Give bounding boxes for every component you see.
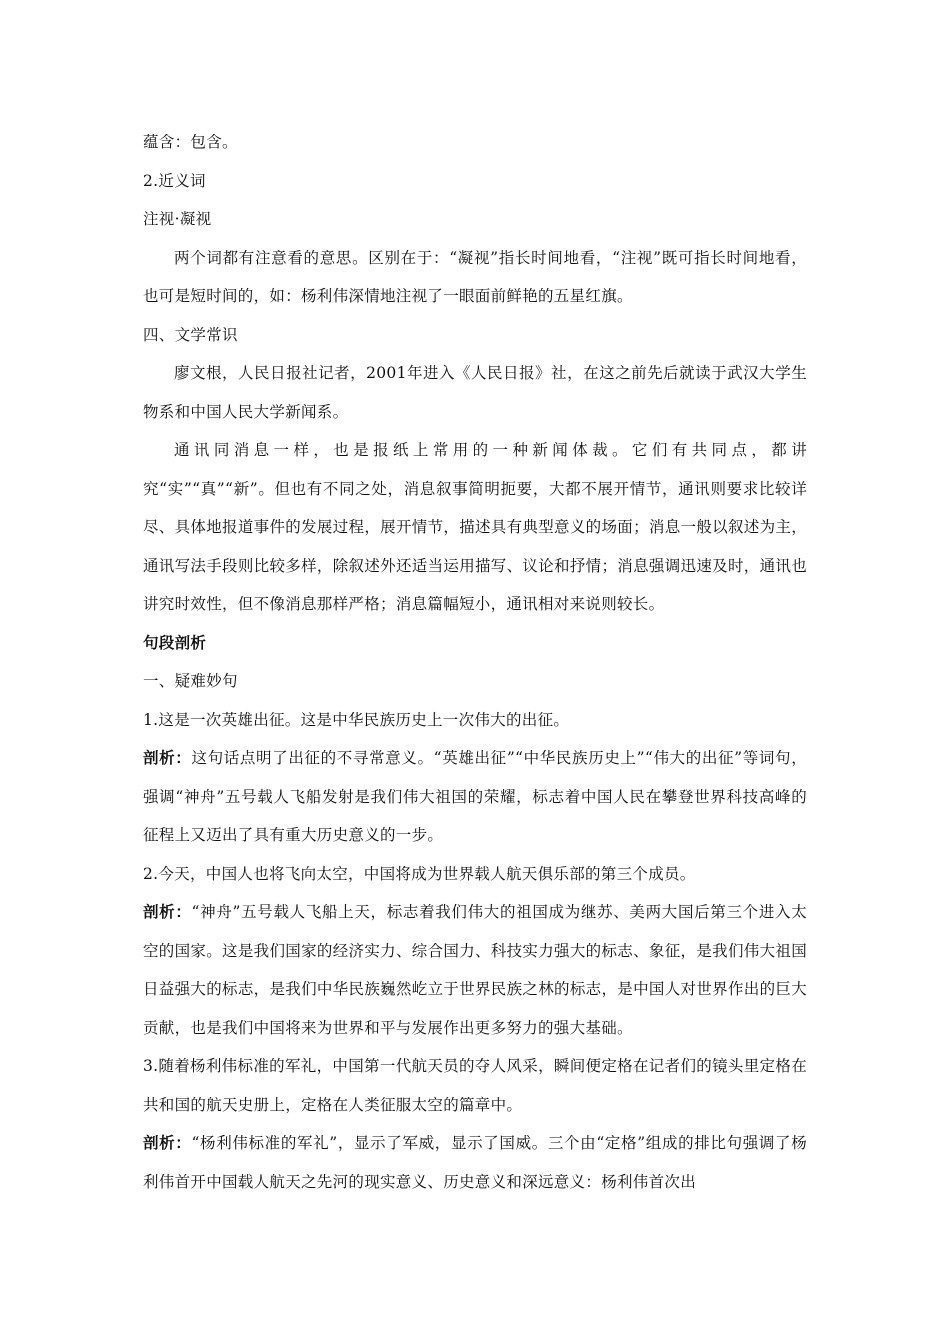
sentence-item: 1.这是一次英雄出征。这是中华民族历史上一次伟大的出征。: [143, 710, 570, 729]
analysis-paragraph: [143, 893, 807, 1047]
sentence-item: 3.随着杨利伟标准的军礼，中国第一代航天员的夺人风采，瞬间便定格在记者们的镜头里定格在共和国的航天史册上，定格在人类征服太空的篇章中。: [143, 1057, 807, 1114]
section-title: 句段剖析: [143, 632, 207, 652]
analysis-label: 剖析：: [143, 1133, 192, 1152]
subheading: 注视·凝视: [143, 210, 212, 228]
sentence-item: 2.今天，中国人也将飞向太空，中国将成为世界载人航天俱乐部的第三个成员。: [143, 864, 696, 883]
paragraph: 廖文根，人民日报社记者，2001年进入《人民日报》社，在这之前先后就读于武汉大学生物系和中国人民大学新闻系。: [143, 364, 807, 421]
text-line: 蕴含：包含。: [143, 133, 238, 151]
analysis-label: 剖析：: [143, 902, 192, 921]
document-body: [143, 123, 807, 1201]
section-heading: 一、疑难妙句: [143, 672, 238, 690]
paragraph: 通讯同消息一样，也是报纸上常用的一种新闻体裁。它们有共同点，都讲究“实”“真”“新”。但也有不同之处，消息叙事简明扼要，大都不展开情节，通讯则要求比较详尽、具体地报道事件的发展过程，展开情节，描述具有典型意义的场面；消息一般以叙述为主，通讯写法手段则比较多样，除叙述外还适当运用描写、议论和抒情；消息强调迅速及时，通讯也讲究时效性，但不像消息那样严格；消息篇幅短小，通讯相对来说则较长。: [143, 441, 807, 613]
section-heading: 2.近义词: [143, 171, 206, 190]
analysis-paragraph: [143, 1124, 807, 1201]
analysis-paragraph: [143, 739, 807, 855]
analysis-label: 剖析：: [143, 748, 192, 767]
analysis-text: “神舟”五号载人飞船上天，标志着我们伟大的祖国成为继苏、美两大国后第三个进入太空的国家。这是我们国家的经济实力、综合国力、科技实力强大的标志、象征，是我们伟大祖国日益强大的标志，是我们中华民族巍然屹立于世界民族之林的标志，是中国人对世界作出的巨大贡献，也是我们中国将来为世界和平与发展作出更多努力的强大基础。: [143, 903, 807, 1037]
paragraph: 两个词都有注意看的意思。区别在于：“凝视”指长时间地看，“注视”既可指长时间地看，也可是短时间的，如：杨利伟深情地注视了一眼面前鲜艳的五星红旗。: [143, 248, 807, 305]
analysis-text: 这句话点明了出征的不寻常意义。“英雄出征”“中华民族历史上”“伟大的出征”等词句，强调“神舟”五号载人飞船发射是我们伟大祖国的荣耀，标志着中国人民在攀登世界科技高峰的征程上又迈出了具有重大历史意义的一步。: [143, 749, 807, 844]
analysis-text: “杨利伟标准的军礼”，显示了军威，显示了国威。三个由“定格”组成的排比句强调了杨利伟首开中国载人航天之先河的现实意义、历史意义和深远意义：杨利伟首次出: [143, 1134, 807, 1191]
section-heading: 四、文学常识: [143, 325, 238, 344]
